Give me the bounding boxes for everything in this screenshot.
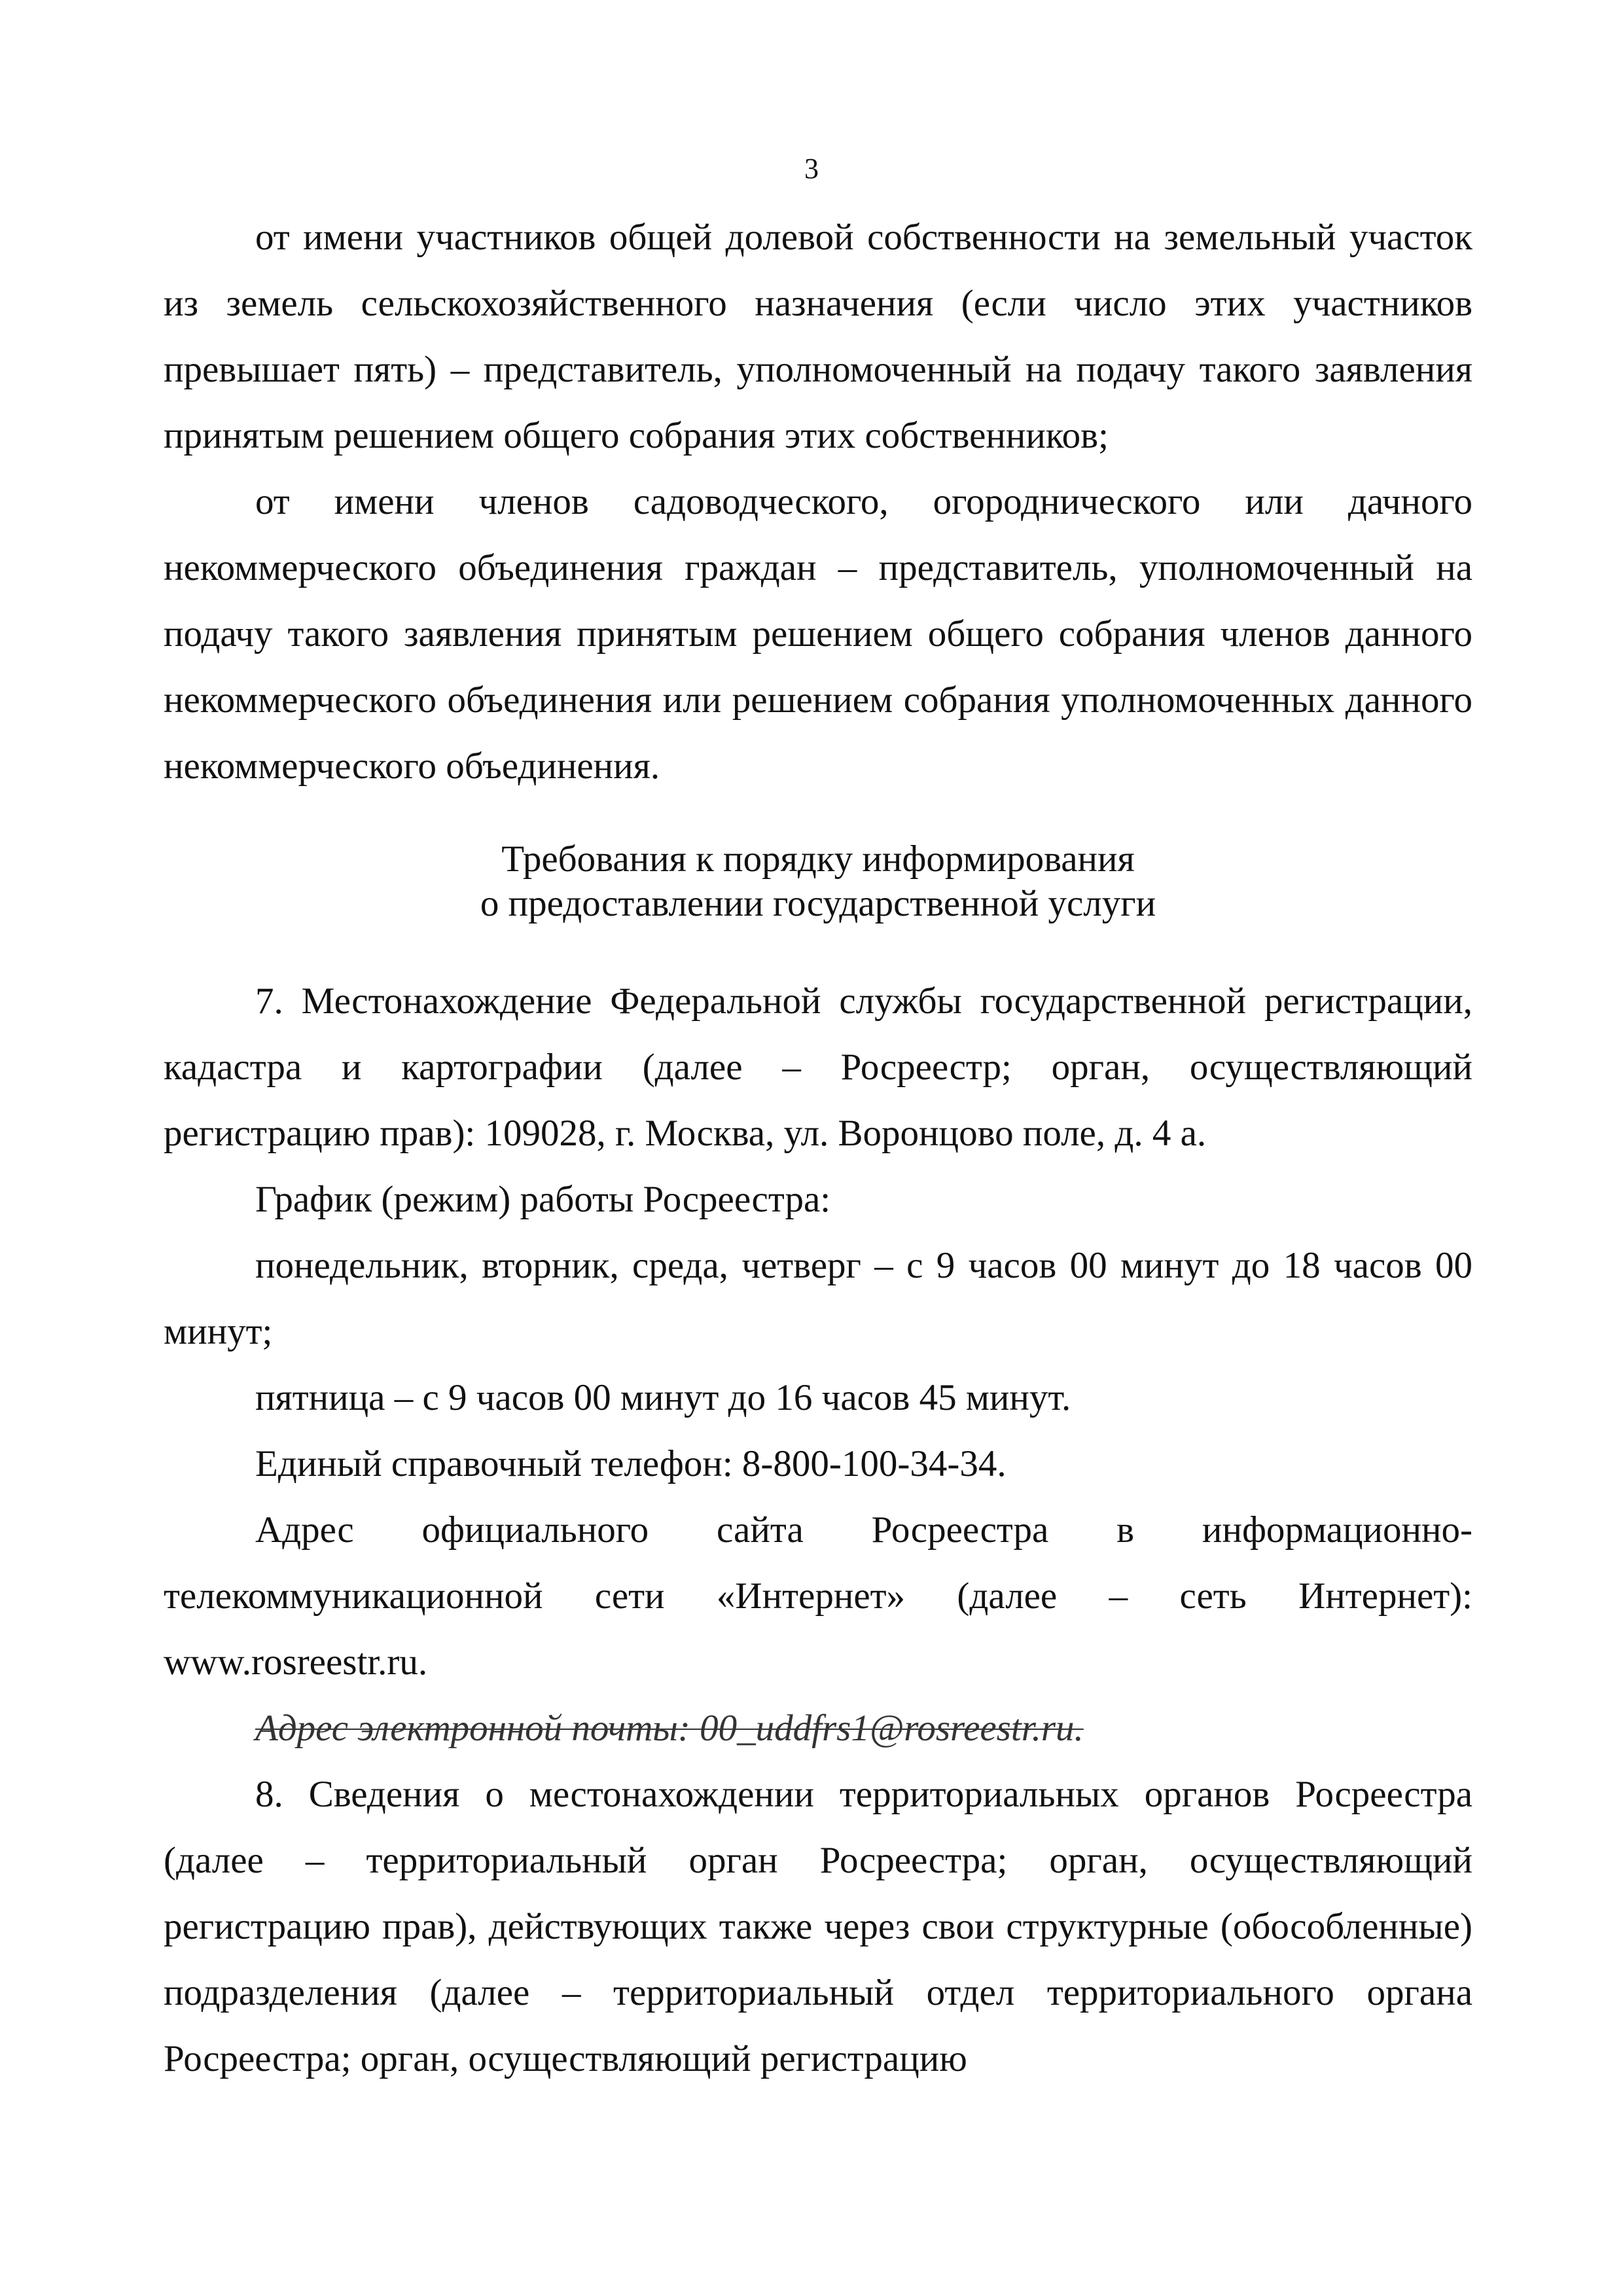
email-address-struck: Адрес электронной почты: 00_uddfrs1@rosreestr.ru. (255, 1708, 1084, 1749)
schedule-friday: пятница – с 9 часов 00 минут до 16 часов 45 минут. (255, 1377, 1071, 1418)
page-number: 3 (804, 152, 819, 185)
official-website: Адрес официального сайта Росреестра в информационно-телекоммуникационной сети «Интернет» (далее – сеть Интернет): www.rosreestr.ru. (164, 1509, 1472, 1683)
section-heading-line-1: Требования к порядку информирования (501, 838, 1135, 880)
reference-phone: Единый справочный телефон: 8-800-100-34-34. (255, 1443, 1007, 1484)
paragraph-7-location: 7. Местонахождение Федеральной службы государственной регистрации, кадастра и картографии (далее – Росреестр; орган, осуществляющий регистрацию прав): 109028, г. Москва, ул. Воронцово поле, д. 4 а. (164, 980, 1472, 1154)
section-heading-line-2: о предоставлении государственной услуги (480, 883, 1156, 924)
paragraph-garden-association-representative: от имени членов садоводческого, огороднического или дачного некоммерческого объединения граждан – представитель, уполномоченный на подачу такого заявления принятым решением общего собрания членов данного некоммерческого объединения или решением собрания уполномоченных данного некоммерческого объединения. (164, 481, 1472, 787)
section-heading (164, 837, 1472, 926)
paragraph-shared-ownership-representative: от имени участников общей долевой собственности на земельный участок из земель сельскохозяйственного назначения (если число этих участников превышает пять) – представитель, уполномоченный на подачу такого заявления принятым решением общего собрания этих собственников; (164, 217, 1472, 456)
paragraph-8-territorial-bodies: 8. Сведения о местонахождении территориальных органов Росреестра (далее – территориальный орган Росреестра; орган, осуществляющий регистрацию прав), действующих также через свои структурные (обособленные) подразделения (далее – территориальный отдел территориального органа Росреестра; орган, осуществляющий регистрацию (164, 1774, 1472, 2079)
document-body (164, 204, 1472, 2092)
schedule-title: График (режим) работы Росреестра: (255, 1179, 831, 1220)
schedule-weekdays: понедельник, вторник, среда, четверг – с 9 часов 00 минут до 18 часов 00 минут; (164, 1245, 1472, 1352)
